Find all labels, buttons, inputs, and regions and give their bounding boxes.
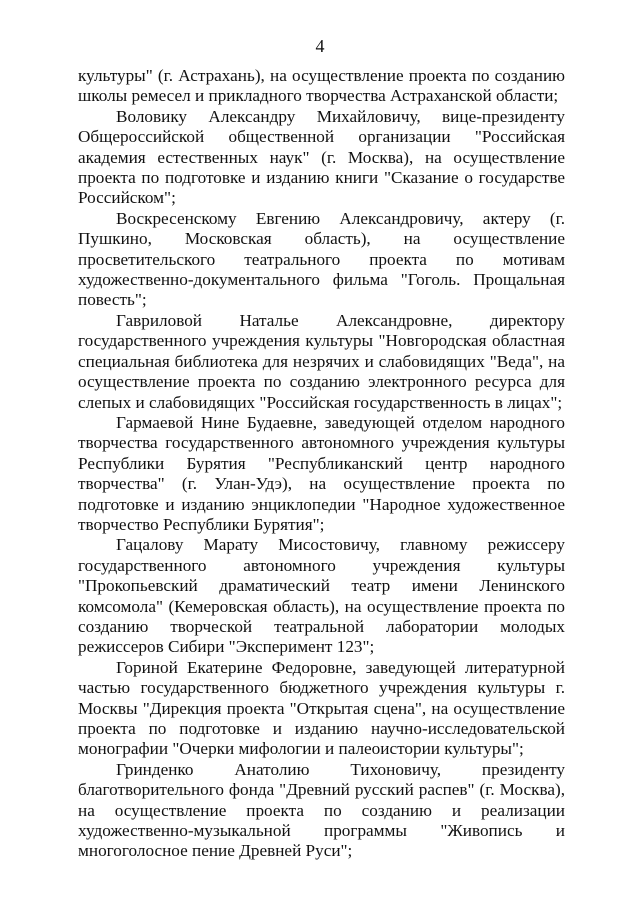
document-body (78, 66, 565, 862)
paragraph-garmaeva: Гармаевой Нине Будаевне, заведующей отделом народного творчества государственного автономного учреждения культуры Республики Бурятия "Республиканский центр народного творчества" (г. Улан-Удэ), на осуществление проекта по подготовке и изданию энциклопедии "Народное художественное творчество Республики Бурятия"; (78, 412, 565, 534)
paragraph-grindenko: Гринденко Анатолию Тихоновичу, президенту благотворительного фонда "Древний русский распев" (г. Москва), на осуществление проекта по созданию и реализации художественно-музыкальной программы "Живопись и многоголосное пение Древней Руси"; (78, 759, 565, 861)
paragraph-continuation: культуры" (г. Астрахань), на осуществление проекта по созданию школы ремесел и прикладного творчества Астраханской области; (78, 66, 565, 106)
paragraph-gorina: Гориной Екатерине Федоровне, заведующей литературной частью государственного бюджетного учреждения культуры г. Москвы "Дирекция проекта "Открытая сцена", на осуществление проекта по подготовке и изданию научно-исследовательской монографии "Очерки мифологии и палеоистории культуры"; (78, 657, 565, 759)
paragraph-voskresensky: Воскресенскому Евгению Александровичу, актеру (г. Пушкино, Московская область), на осуществление просветительского театрального проекта по мотивам художественно-документального фильма "Гоголь. Прощальная повесть"; (78, 208, 565, 310)
paragraph-volovik: Воловику Александру Михайловичу, вице-президенту Общероссийской общественной организации "Российская академия естественных наук" (г. Москва), на осуществление проекта по подготовке и изданию книги "Сказание о государстве Российском"; (78, 106, 565, 208)
page-number: 4 (315, 36, 325, 56)
paragraph-gavrilova: Гавриловой Наталье Александровне, директору государственного учреждения культуры "Новгородская областная специальная библиотека для незрячих и слабовидящих "Веда", на осуществление проекта по созданию электронного ресурса для слепых и слабовидящих "Российская государственность в лицах"; (78, 310, 565, 412)
paragraph-gatsalov: Гацалову Марату Мисостовичу, главному режиссеру государственного автономного учреждения культуры "Прокопьевский драматический театр имени Ленинского комсомола" (Кемеровская область), на осуществление проекта по созданию творческой театральной лаборатории молодых режиссеров Сибири "Эксперимент 123"; (78, 535, 565, 657)
